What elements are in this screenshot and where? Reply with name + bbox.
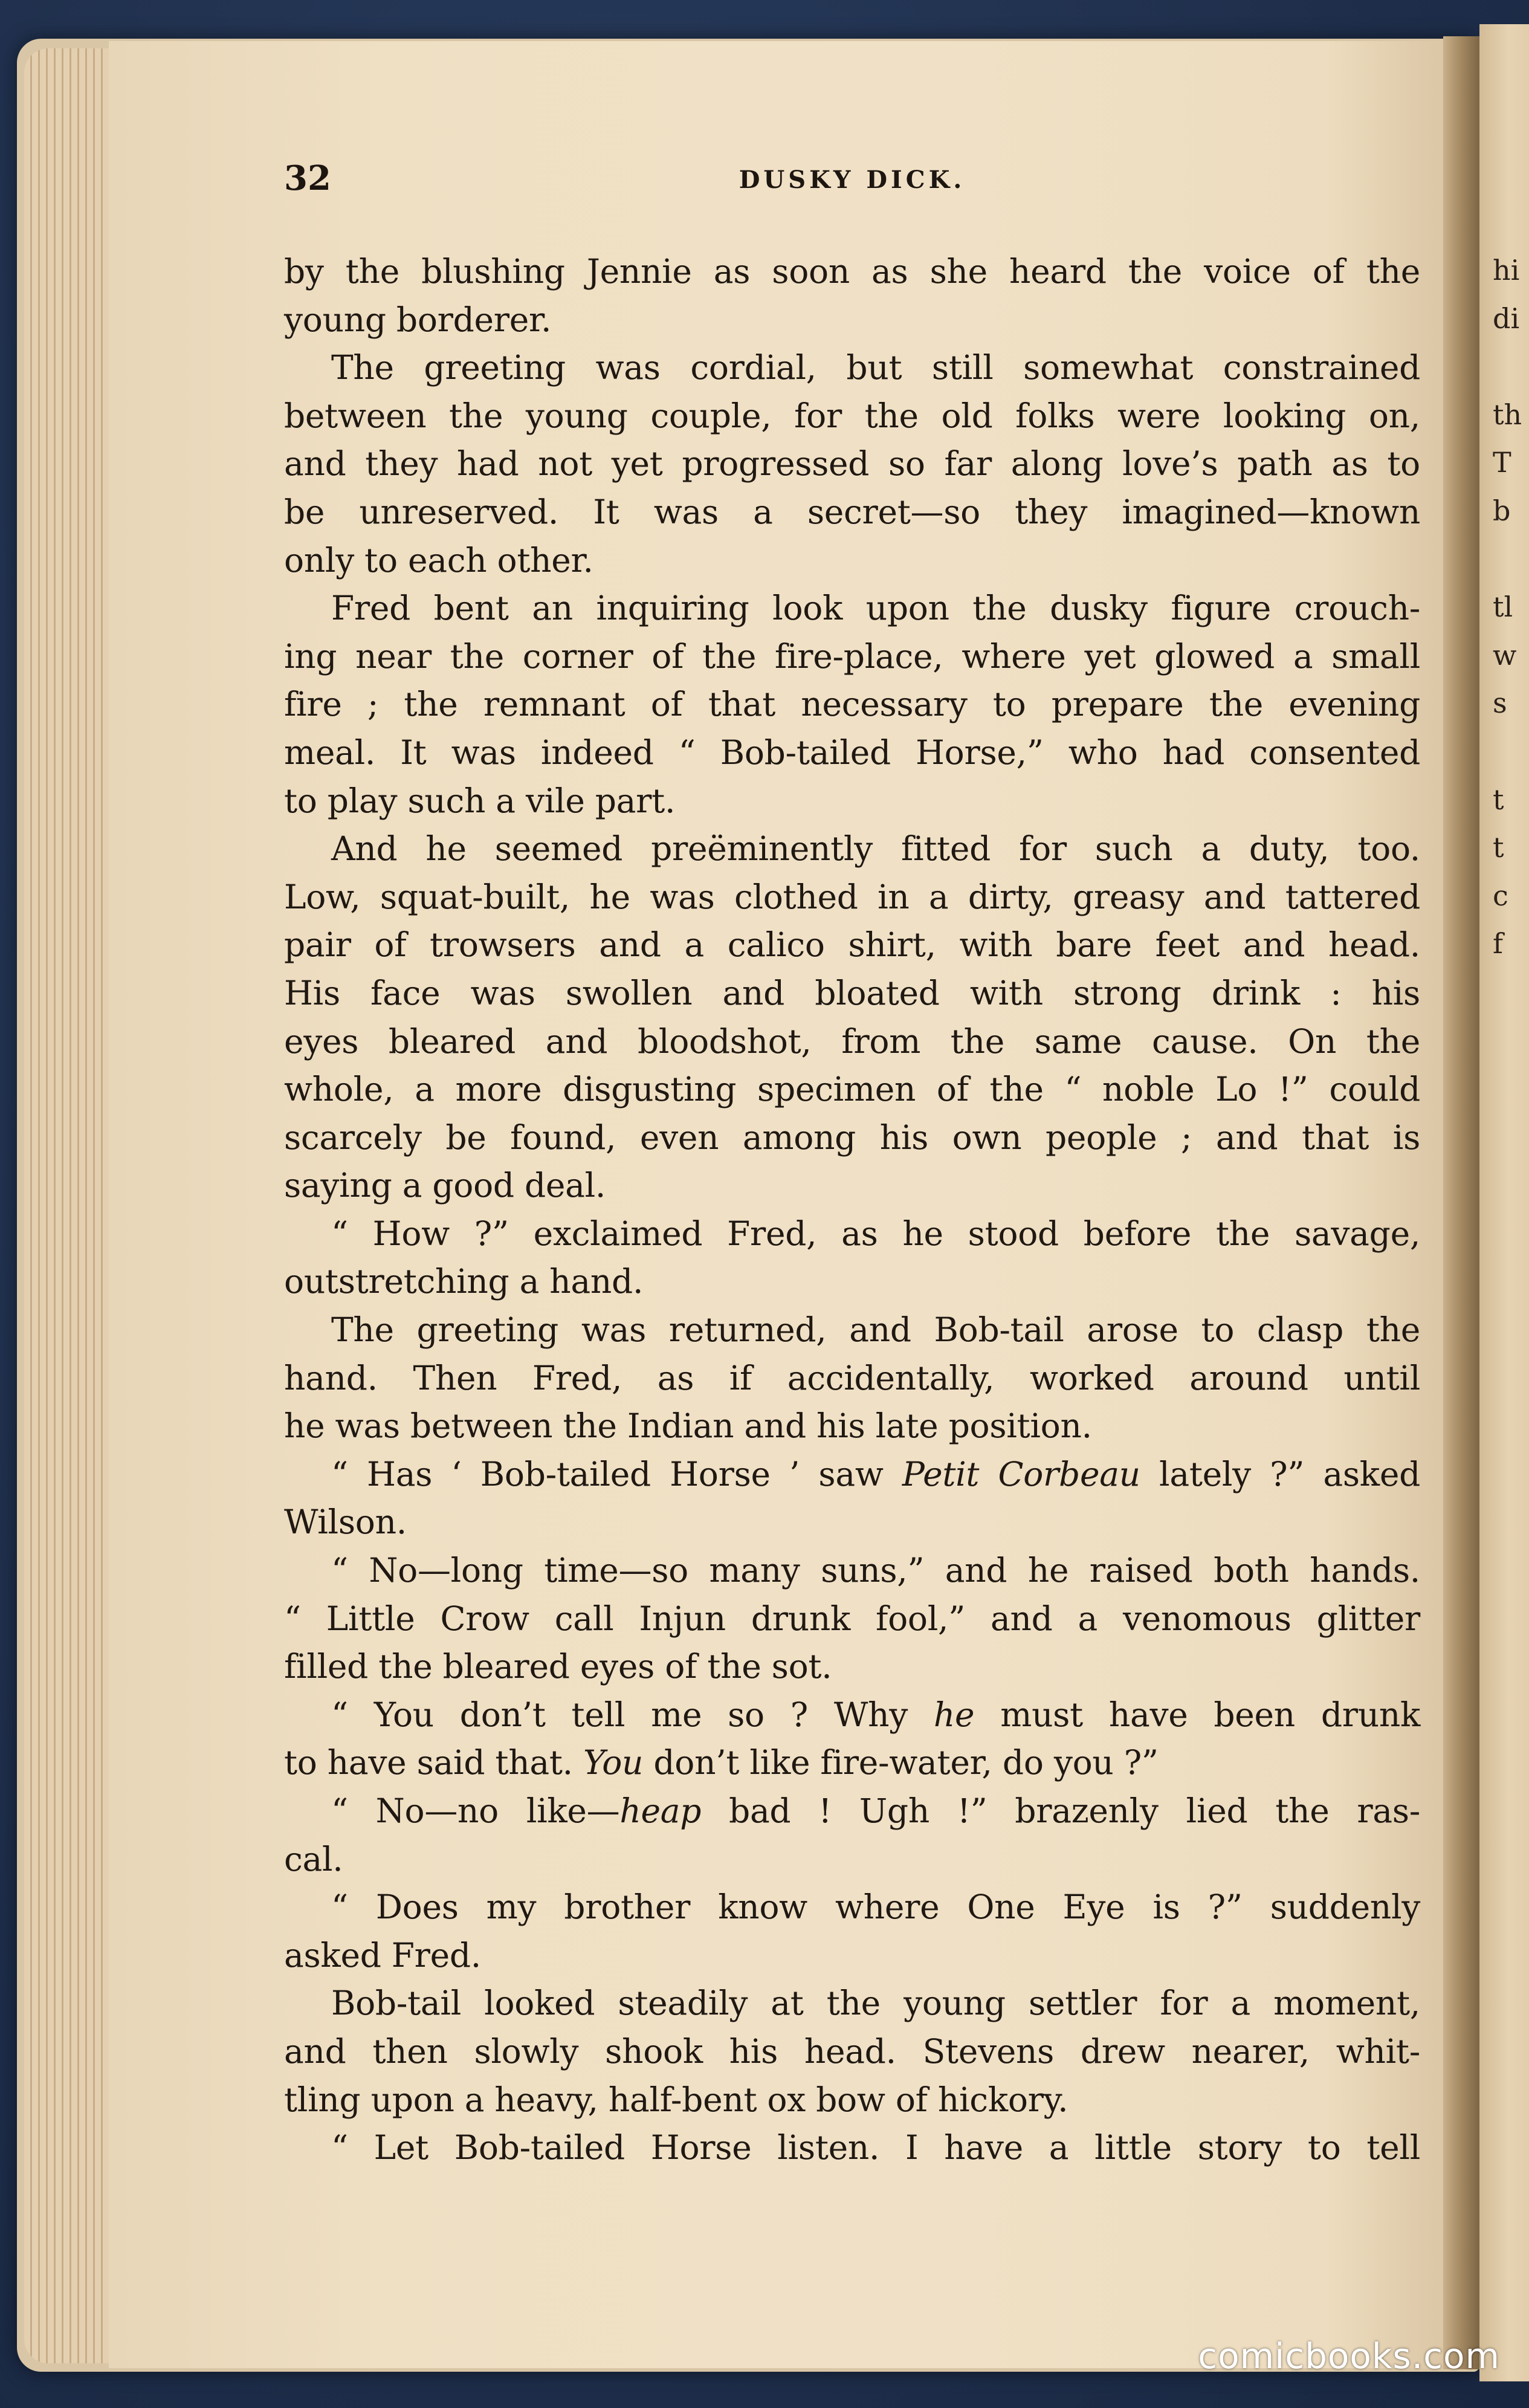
text-line: whole, a more disgusting specimen of the “ noble Lo !” could [284, 1070, 1420, 1109]
text-line: “ Has ‘ Bob-tailed Horse ’ saw Petit Corbeau lately ?” asked [331, 1454, 1420, 1494]
text-line: Wilson. [284, 1503, 407, 1542]
text-line: by the blushing Jennie as soon as she heard the voice of the [284, 252, 1420, 291]
facing-page-fragment: T [1493, 446, 1511, 479]
page-body-text [284, 248, 1420, 2172]
text-line: “ No—no like—heap bad ! Ugh !” brazenly lied the ras- [331, 1791, 1421, 1830]
text-line: and then slowly shook his head. Stevens drew nearer, whit- [284, 2031, 1420, 2071]
text-line: tling upon a heavy, half-bent ox bow of hickory. [284, 2080, 1068, 2119]
text-line: meal. It was indeed “ Bob-tailed Horse,” who had consented [284, 733, 1420, 772]
text-line: “ No—long time—so many suns,” and he raised both hands. [331, 1551, 1420, 1590]
facing-page-fragment: hi [1493, 254, 1520, 286]
text-line: Bob-tail looked steadily at the young settler for a moment, [331, 1984, 1420, 2023]
facing-page-fragment: w [1493, 638, 1517, 672]
italic-phrase: Petit Corbeau [902, 1454, 1140, 1494]
text-line: The greeting was cordial, but still somewhat constrained [331, 348, 1420, 387]
text-line: fire ; the remnant of that necessary to prepare the evening [284, 685, 1420, 724]
text-line: “ Little Crow call Injun drunk fool,” and a venomous glitter [284, 1599, 1420, 1638]
facing-page-fragment: di [1493, 302, 1520, 335]
book-gutter [1443, 36, 1479, 2369]
facing-page-fragment: f [1493, 927, 1504, 960]
text-line: eyes bleared and bloodshot, from the same cause. On the [284, 1021, 1420, 1061]
text-line: young borderer. [284, 300, 552, 339]
italic-phrase: he [933, 1695, 975, 1734]
text-line: pair of trowsers and a calico shirt, with bare feet and head. [284, 925, 1420, 965]
text-line: and they had not yet progressed so far along love’s path as to [284, 444, 1420, 484]
facing-page-fragment: c [1493, 879, 1508, 912]
text-line: The greeting was returned, and Bob-tail arose to clasp the [331, 1310, 1420, 1350]
text-line: between the young couple, for the old folks were looking on, [284, 396, 1420, 435]
text-line: hand. Then Fred, as if accidentally, worked around until [284, 1358, 1420, 1397]
text-line: saying a good deal. [284, 1166, 606, 1205]
text-line: scarcely be found, even among his own people ; and that is [284, 1118, 1420, 1157]
facing-page-edge [1479, 24, 1529, 2381]
running-head: DUSKY DICK. [739, 166, 966, 194]
page-header [284, 158, 1420, 207]
facing-page-fragment: t [1493, 783, 1504, 816]
text-line: Fred bent an inquiring look upon the dusky figure crouch- [331, 589, 1420, 628]
facing-page-fragment: s [1493, 687, 1507, 720]
facing-page-fragment: t [1493, 831, 1504, 864]
text-line: “ You don’t tell me so ? Why he must have been drunk [331, 1695, 1420, 1734]
italic-phrase: You [583, 1743, 644, 1782]
text-line: be unreserved. It was a secret—so they imagined—known [284, 492, 1420, 531]
italic-phrase: heap [619, 1791, 702, 1830]
text-line: filled the bleared eyes of the sot. [284, 1647, 832, 1686]
facing-page-fragment: b [1493, 494, 1511, 527]
page-number: 32 [284, 158, 331, 198]
text-line: only to each other. [284, 540, 593, 580]
text-line: to have said that. You don’t like fire-water, do you ?” [284, 1743, 1159, 1782]
facing-page-fragment: th [1493, 398, 1522, 431]
text-line: “ Does my brother know where One Eye is ?” suddenly [331, 1888, 1420, 1927]
text-line: Low, squat-built, he was clothed in a dirty, greasy and tattered [284, 877, 1420, 916]
text-line: His face was swollen and bloated with strong drink : his [284, 973, 1420, 1012]
text-line: to play such a vile part. [284, 781, 676, 820]
text-line: “ Let Bob-tailed Horse listen. I have a little story to tell [331, 2128, 1420, 2167]
text-line: he was between the Indian and his late position. [284, 1406, 1092, 1446]
text-line: ing near the corner of the fire-place, where yet glowed a small [284, 636, 1420, 676]
text-line: And he seemed preëminently fitted for such a duty, too. [331, 829, 1420, 869]
text-line: asked Fred. [284, 1935, 481, 1975]
text-line: cal. [284, 1839, 343, 1879]
facing-page-fragment: tl [1493, 591, 1513, 624]
text-line: “ How ?” exclaimed Fred, as he stood before the savage, [331, 1214, 1420, 1253]
watermark: comicbooks.com [1198, 2335, 1500, 2377]
text-line: outstretching a hand. [284, 1262, 644, 1301]
